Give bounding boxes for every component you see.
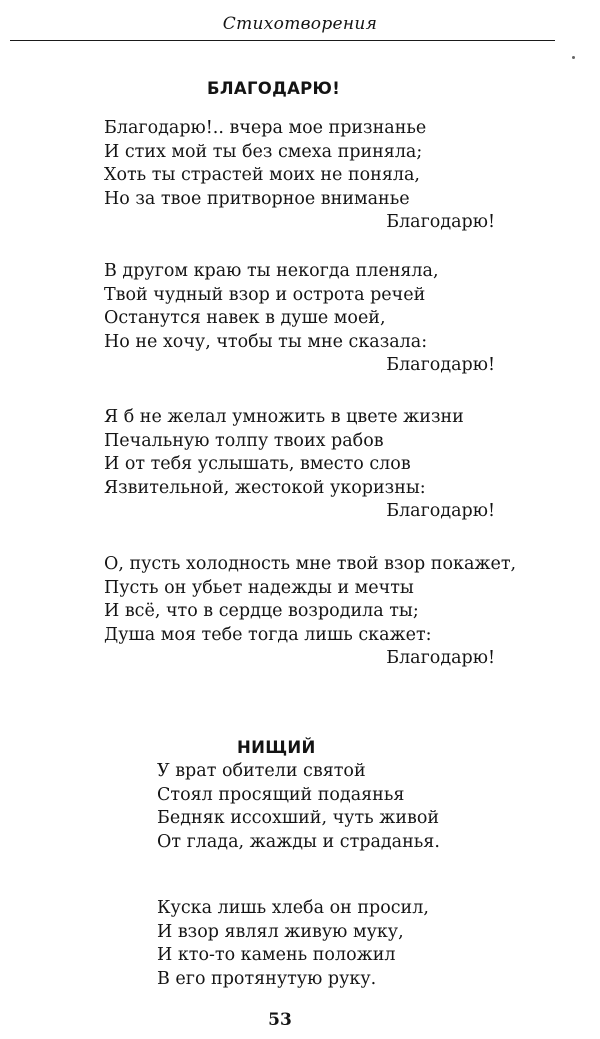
verse-line: Куска лишь хлеба он просил, (157, 898, 429, 918)
verse-line: У врат обители святой (157, 761, 366, 781)
verse-line: И кто-то камень положил (157, 945, 396, 965)
verse-line: Твой чудный взор и острота речей (104, 284, 426, 305)
stanza (157, 897, 429, 991)
verse-line: В другом краю ты некогда пленяла, (104, 261, 439, 281)
verse-line: Но за твое притворное вниманье (104, 188, 410, 209)
stanza (104, 553, 517, 671)
verse-line: Но не хочу, чтобы ты мне сказала: (104, 331, 428, 352)
stanza (104, 117, 495, 235)
poem-title-blagodaryu: БЛАГОДАРЮ! (207, 79, 341, 98)
refrain-line: Благодарю! (386, 501, 495, 521)
running-head: Стихотворения (222, 14, 378, 34)
verse-line: О, пусть холодность мне твой взор покажет, (104, 554, 517, 574)
poem-title-nishchiy: НИЩИЙ (237, 738, 316, 757)
verse-line: Стоял просящий подаянья (157, 784, 405, 805)
refrain-line: Благодарю! (386, 355, 495, 375)
verse-line: В его протянутую руку. (157, 968, 377, 989)
refrain-line: Благодарю! (386, 212, 495, 232)
stanza (104, 406, 495, 524)
verse-line: Пусть он убьет надежды и мечты (104, 577, 414, 598)
header-rule (10, 40, 555, 41)
page-number: 53 (268, 1010, 292, 1030)
stanza (104, 260, 495, 378)
verse-line: Душа моя тебе тогда лишь скажет: (104, 624, 432, 645)
verse-line: И от тебя услышать, вместо слов (104, 454, 411, 474)
verse-line: Останутся навек в душе моей, (104, 308, 386, 328)
verse-line: Бедняк иссохший, чуть живой (157, 808, 440, 828)
verse-line: И стих мой ты без смеха приняла; (104, 141, 423, 162)
verse-line: Язвительной, жестокой укоризны: (104, 477, 426, 498)
page-speck (572, 56, 575, 59)
verse-line: И взор являл живую муку, (157, 921, 404, 942)
refrain-line: Благодарю! (386, 648, 495, 668)
verse-line: Благодарю!.. вчера мое признанье (104, 118, 427, 138)
verse-line: Хоть ты страстей моих не поняла, (104, 165, 420, 185)
verse-line: Я б не желал умножить в цвете жизни (104, 407, 464, 427)
verse-line: Печальную толпу твоих рабов (104, 430, 384, 451)
verse-line: От глада, жажды и страданья. (157, 831, 440, 852)
stanza (157, 760, 440, 854)
verse-line: И всё, что в сердце возродила ты; (104, 601, 419, 621)
